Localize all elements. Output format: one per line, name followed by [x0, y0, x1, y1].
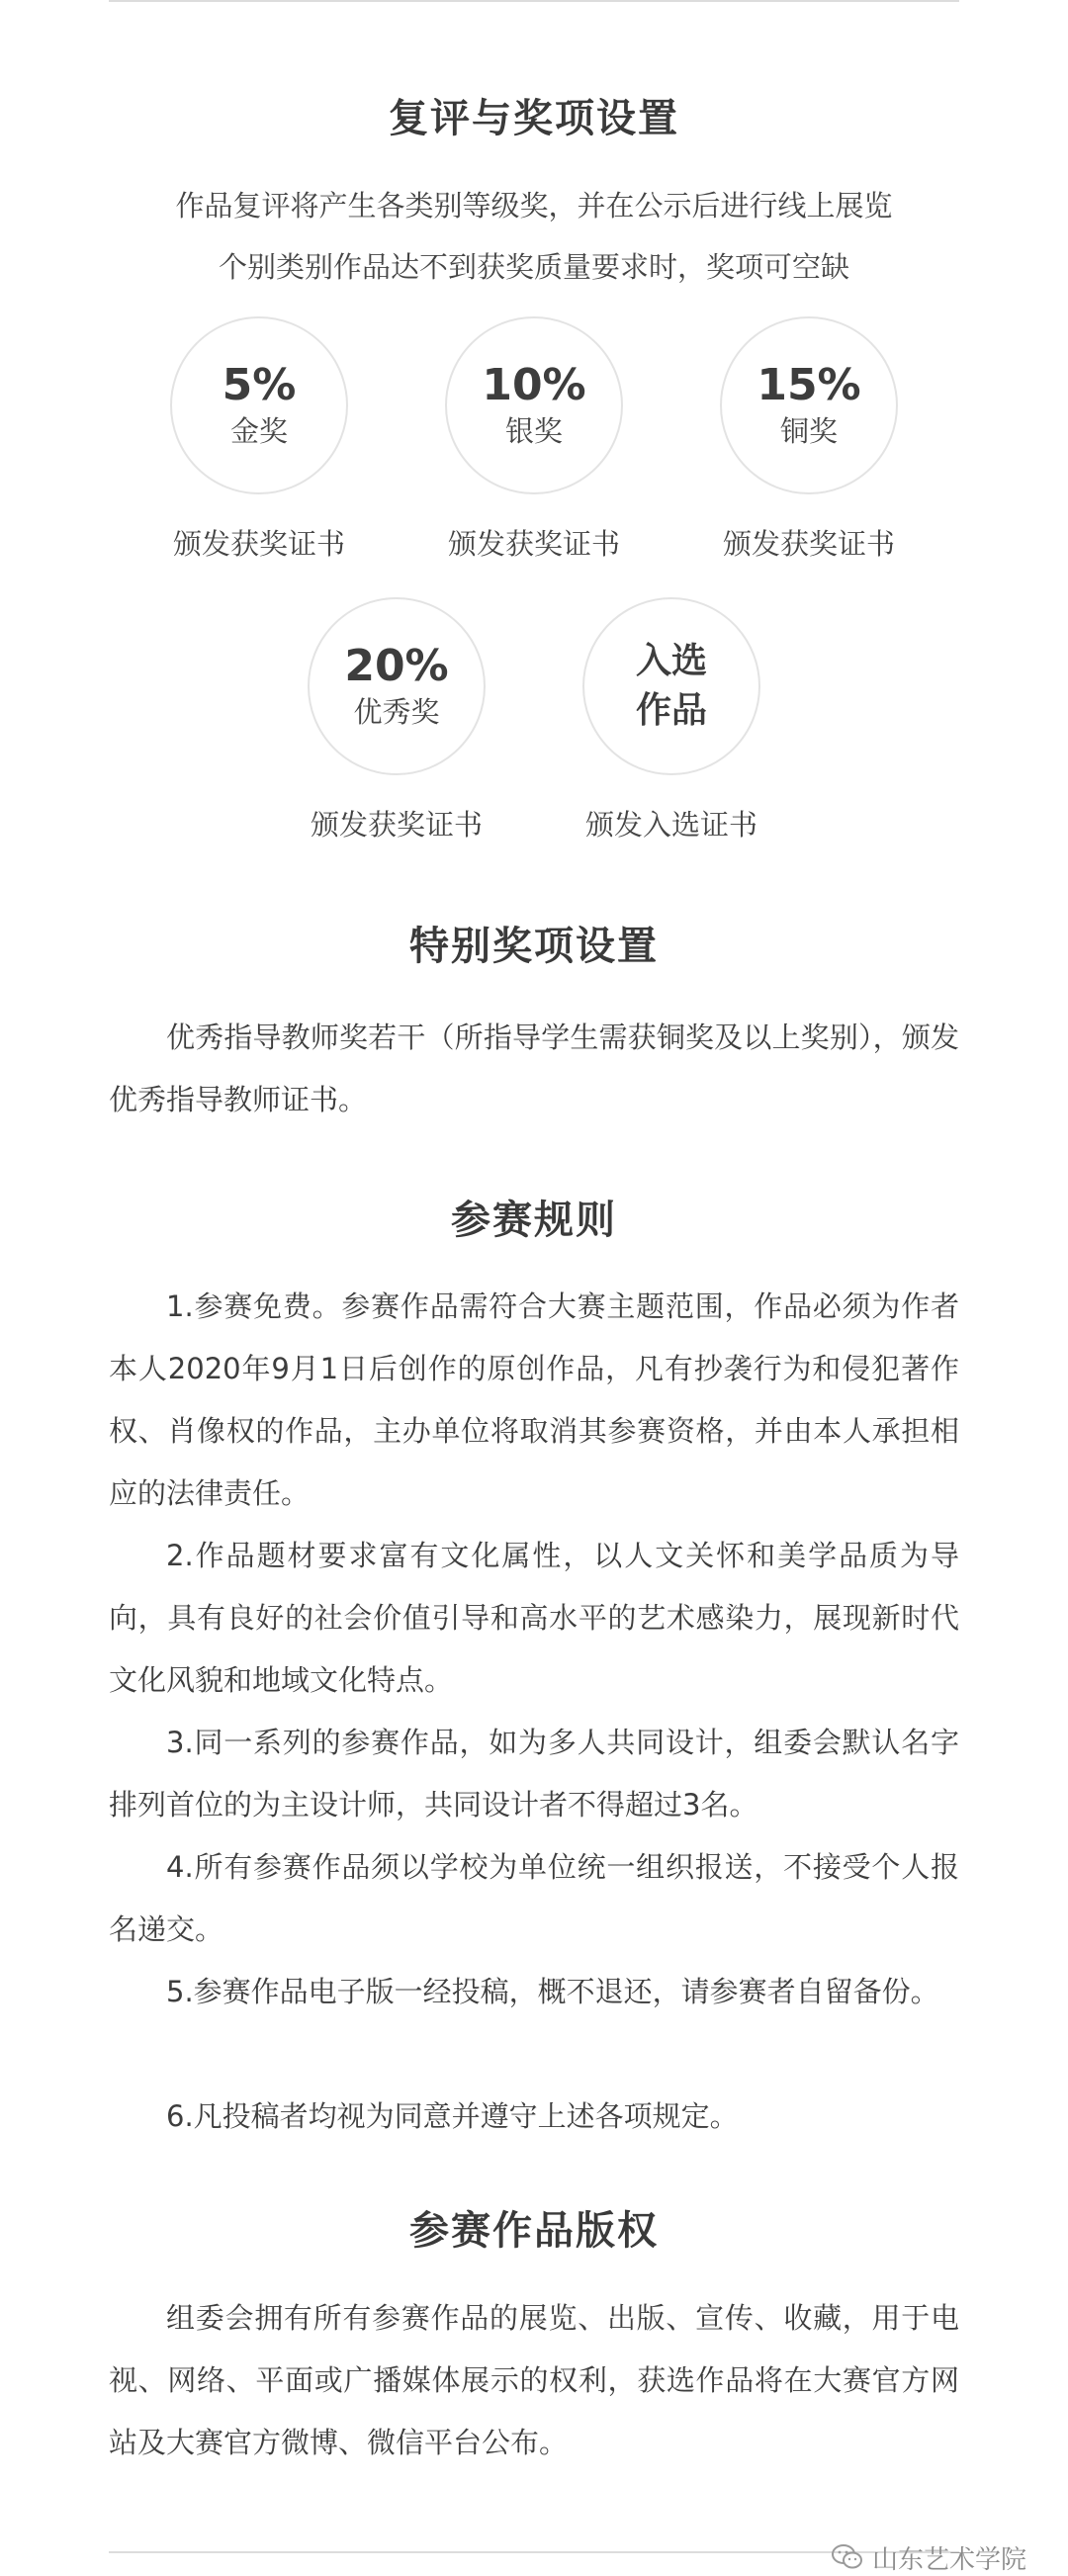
award-certificate: 颁发入选证书	[584, 808, 757, 842]
special-section-body: 优秀指导教师奖若干（所指导学生需获铜奖及以上奖别），颁发优秀指导教师证书。	[109, 1021, 959, 1116]
award-badge	[170, 316, 348, 494]
award-selected-works	[582, 597, 760, 842]
rule-item-6: 6.凡投稿者均视为同意并遵守上述各项规定。	[166, 2099, 739, 2133]
watermark-text: 山东艺术学院	[872, 2544, 1027, 2575]
award-percent: 20%	[344, 641, 449, 691]
award-percent: 10%	[482, 360, 586, 410]
award-certificate: 颁发获奖证书	[310, 808, 483, 842]
award-badge	[582, 597, 760, 775]
rule-item-3: 3.同一系列的参赛作品，如为多人共同设计，组委会默认名字排列首位的为主设计师，共同设计者不得超过3名。	[109, 1726, 959, 1821]
review-section-title: 复评与奖项设置	[389, 96, 679, 141]
award-silver	[445, 316, 623, 561]
award-name: 金奖	[229, 414, 288, 448]
award-name: 银奖	[504, 414, 563, 448]
award-label-line-1: 入选	[635, 641, 707, 681]
award-name: 铜奖	[779, 414, 838, 448]
award-bronze	[720, 316, 898, 561]
review-desc-line-1: 作品复评将产生各类别等级奖，并在公示后进行线上展览	[175, 189, 893, 222]
rule-item-4: 4.所有参赛作品须以学校为单位统一组织报送，不接受个人报名递交。	[109, 1850, 959, 1946]
copyright-section-title: 参赛作品版权	[409, 2208, 659, 2254]
award-excellence	[308, 597, 486, 842]
award-percent: 15%	[756, 360, 861, 410]
award-certificate: 颁发获奖证书	[172, 527, 345, 561]
award-name: 优秀奖	[353, 695, 440, 729]
award-percent: 5%	[222, 360, 297, 410]
award-badge	[445, 316, 623, 494]
award-certificate: 颁发获奖证书	[447, 527, 620, 561]
rule-item-2: 2.作品题材要求富有文化属性，以人文关怀和美学品质为导向，具有良好的社会价值引导和高水平的艺术感染力，展现新时代文化风貌和地域文化特点。	[109, 1539, 959, 1697]
award-label-line-2: 作品	[635, 690, 707, 731]
award-badge	[308, 597, 486, 775]
top-divider	[109, 0, 959, 2]
rule-item-1: 1.参赛免费。参赛作品需符合大赛主题范围，作品必须为作者本人2020年9月1日后创作的原创作品，凡有抄袭行为和侵犯著作权、肖像权的作品，主办单位将取消其参赛资格，并由本人承担相应的法律责任。	[109, 1289, 959, 1510]
account-watermark	[831, 2539, 1026, 2575]
special-section-title: 特别奖项设置	[409, 924, 659, 969]
rule-item-5: 5.参赛作品电子版一经投稿，概不退还，请参赛者自留备份。	[166, 1975, 939, 2008]
wechat-icon	[831, 2543, 864, 2571]
copyright-section-body: 组委会拥有所有参赛作品的展览、出版、宣传、收藏，用于电视、网络、平面或广播媒体展示的权利，获选作品将在大赛官方网站及大赛官方微博、微信平台公布。	[109, 2301, 959, 2459]
rules-section-title: 参赛规则	[451, 1198, 617, 1243]
award-certificate: 颁发获奖证书	[722, 527, 895, 561]
award-gold	[170, 316, 348, 561]
award-badge	[720, 316, 898, 494]
review-desc-line-2: 个别类别作品达不到获奖质量要求时，奖项可空缺	[218, 250, 849, 284]
